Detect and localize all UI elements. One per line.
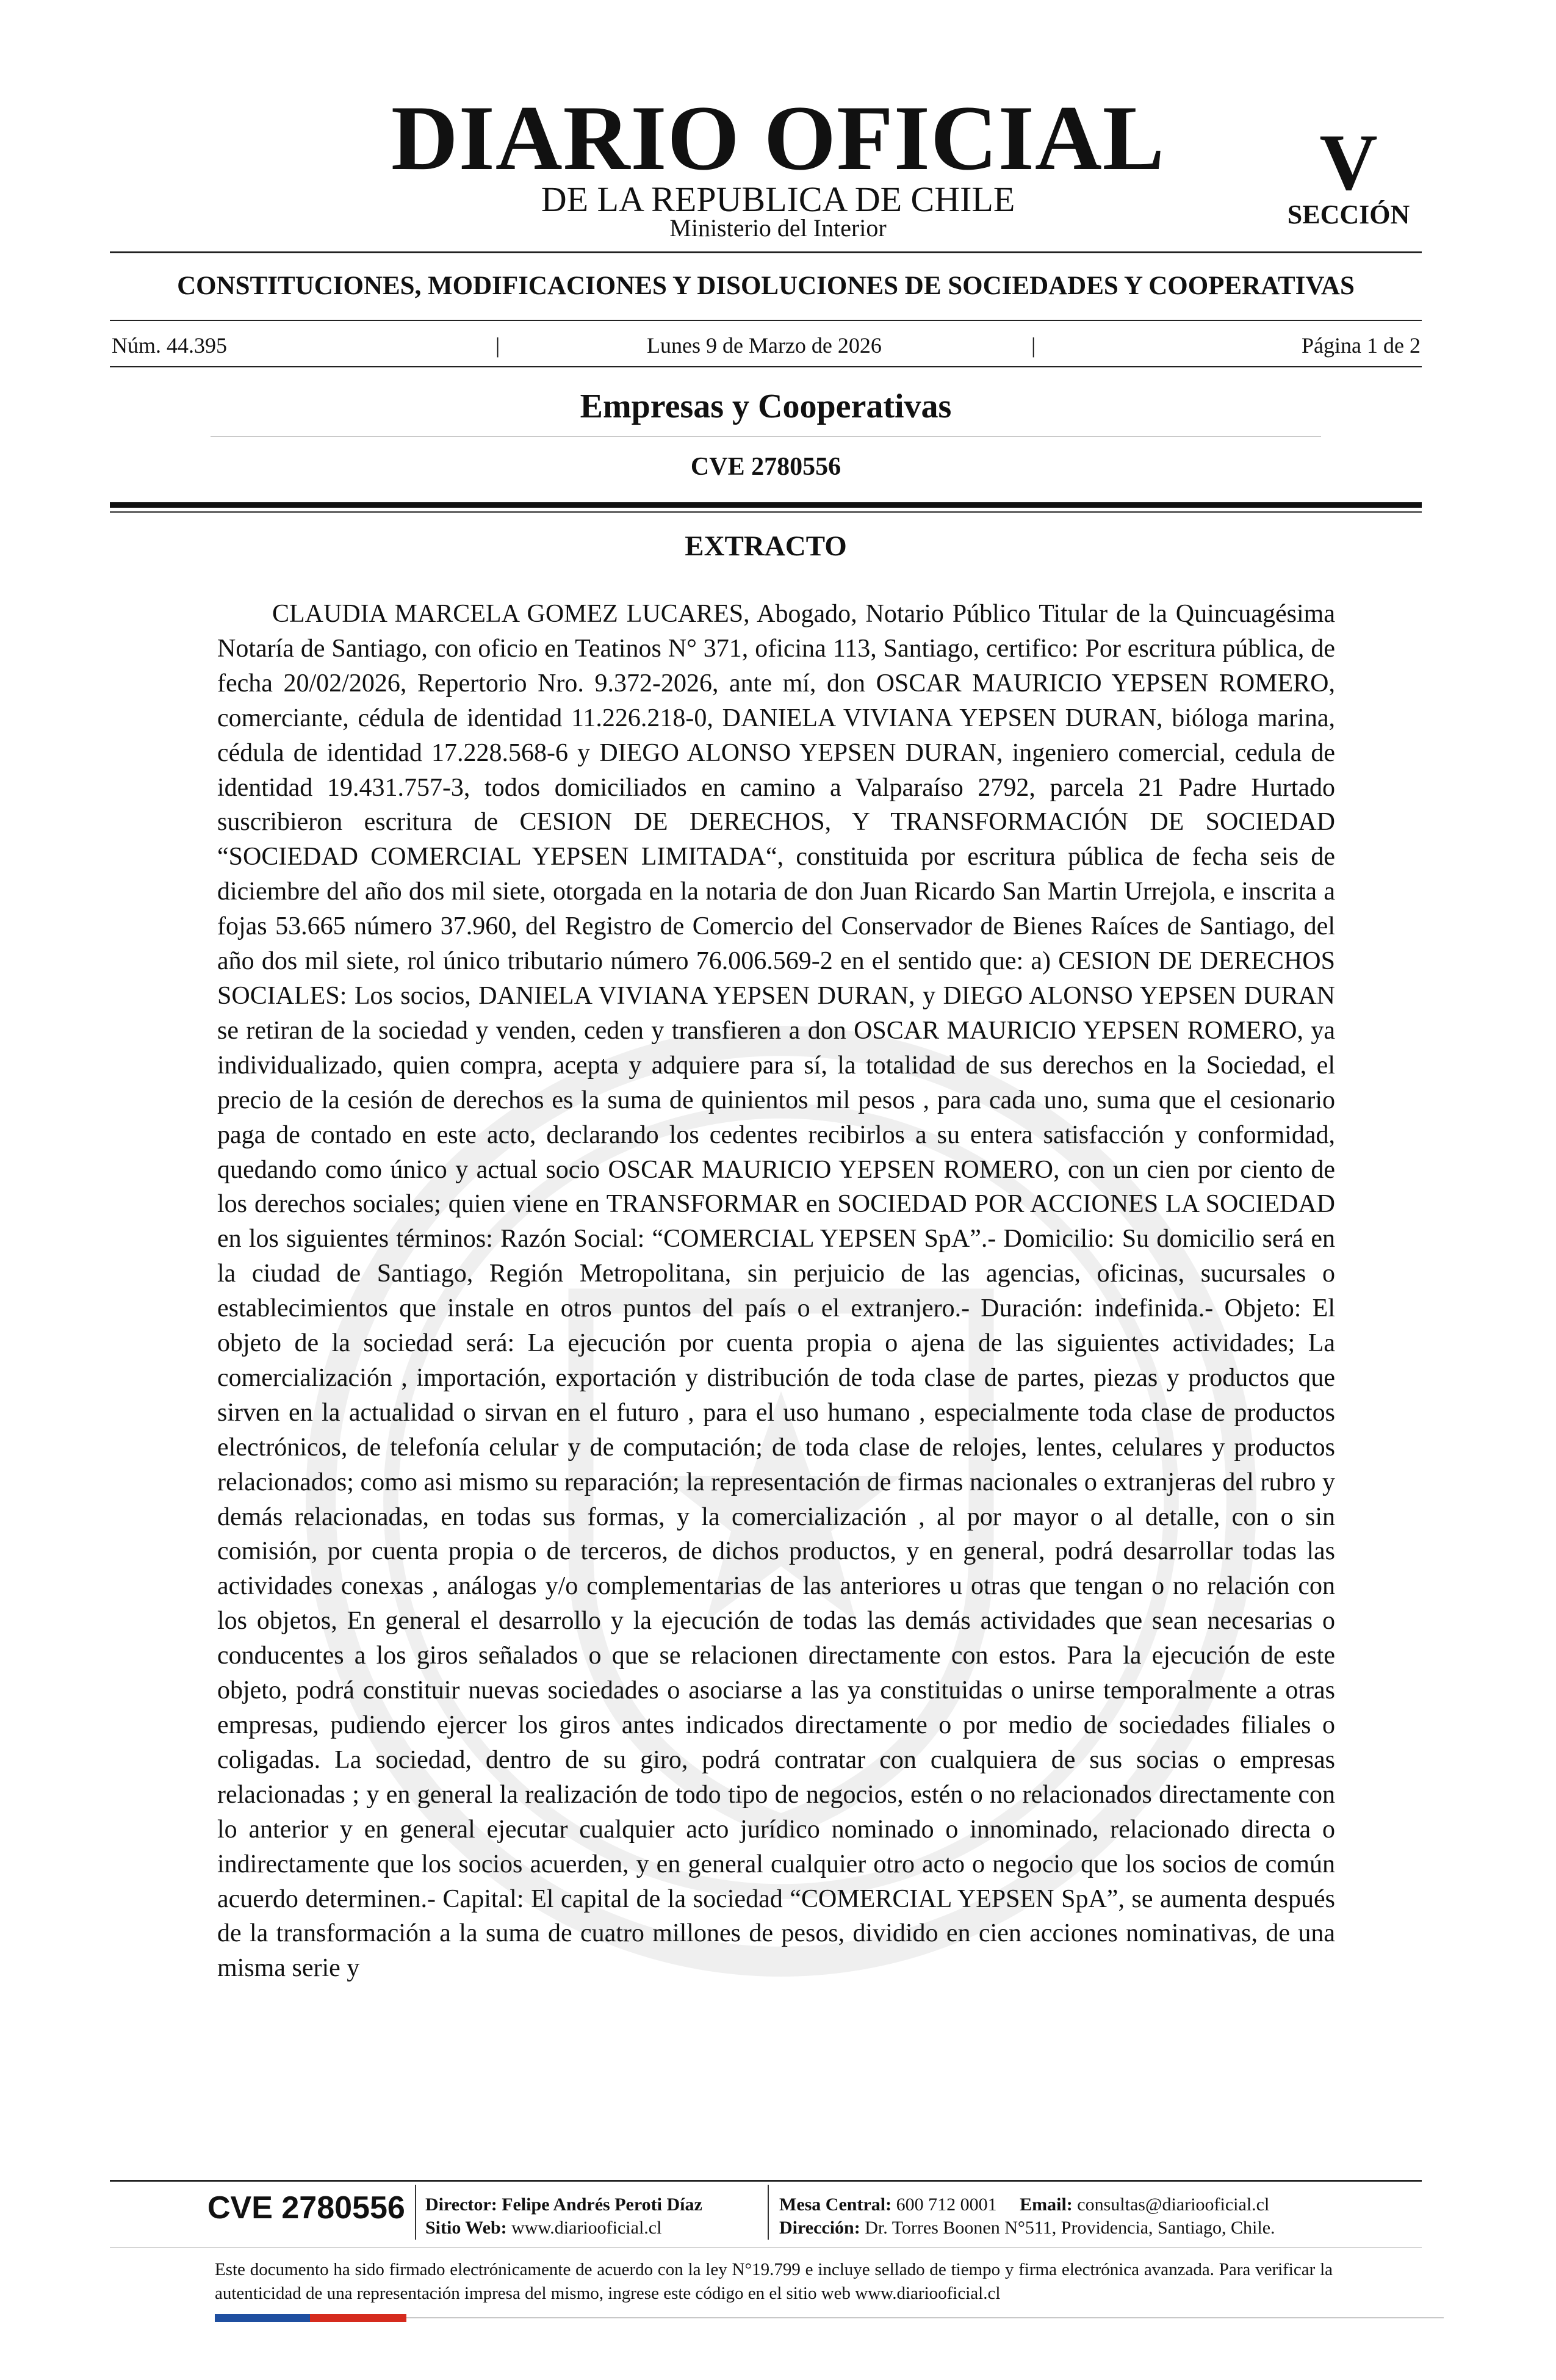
phone-label: Mesa Central:	[779, 2194, 892, 2215]
ministry-name: Ministerio del Interior	[669, 214, 887, 242]
section-letter: V	[1319, 117, 1378, 207]
footer-column-divider	[415, 2185, 416, 2240]
issue-separator: |	[1031, 333, 1036, 358]
address-label: Dirección:	[779, 2218, 860, 2238]
email-link[interactable]: consultas@diariooficial.cl	[1077, 2194, 1270, 2215]
footer-column-divider	[768, 2185, 769, 2240]
heavy-divider	[110, 502, 1422, 508]
issue-line-divider	[110, 366, 1422, 367]
footer-address	[779, 2219, 1275, 2237]
issue-number: Núm. 44.395	[112, 333, 227, 358]
website-link[interactable]: www.diariooficial.cl	[511, 2218, 662, 2238]
director-label: Director:	[425, 2194, 497, 2215]
flag-stripe-blue	[215, 2314, 310, 2322]
document-body: CLAUDIA MARCELA GOMEZ LUCARES, Abogado, Notario Público Titular de la Quincuagésima Notaría de Santiago, con oficio en Teatinos N° 371, oficina 113, Santiago, certifico: Por escritura pública, de fecha 20/02/2026, Repertorio Nro. 9.372-2026, ante mí, don OSCAR MAURICIO YEPSEN ROMERO, comerciante, cédula de identidad 11.226.218-0, DANIELA VIVIANA YEPSEN DURAN, bióloga marina, cédula de identidad 17.228.568-6 y DIEGO ALONSO YEPSEN DURAN, ingeniero comercial, cedula de identidad 19.431.757-3, todos domiciliados en camino a Valparaíso 2792, parcela 21 Padre Hurtado suscribieron escritura de CESION DE DERECHOS, Y TRANSFORMACIÓN DE SOCIEDAD “SOCIEDAD COMERCIAL YEPSEN LIMITADA“, constituida por escritura pública de fecha seis de diciembre del año dos mil siete, otorgada en la notaria de don Juan Ricardo San Martin Urrejola, e inscrita a fojas 53.665 número 37.960, del Registro de Comercio del Conservador de Bienes Raíces de Santiago, del año dos mil siete, rol único tributario número 76.006.569-2 en el sentido que: a) CESION DE DERECHOS SOCIALES: Los socios, DANIELA VIVIANA YEPSEN DURAN, y DIEGO ALONSO YEPSEN DURAN se retiran de la sociedad y venden, ceden y transfieren a don OSCAR MAURICIO YEPSEN ROMERO, ya individualizado, quien compra, acepta y adquiere para sí, la totalidad de sus derechos en la Sociedad, el precio de la cesión de derechos es la suma de quinientos mil pesos , para cada uno, suma que el cesionario paga de contado en este acto, declarando los cedentes recibirlos a su entera satisfacción y conformidad, quedando como único y actual socio OSCAR MAURICIO YEPSEN ROMERO, con un cien por ciento de los derechos sociales; quien viene en TRANSFORMAR en SOCIEDAD POR ACCIONES LA SOCIEDAD en los siguientes términos: Razón Social: “COMERCIAL YEPSEN SpA”.- Domicilio: Su domicilio será en la ciudad de Santiago, Región Metropolitana, sin perjuicio de las agencias, oficinas, sucursales o establecimientos que instale en otros puntos del país o el extranjero.- Duración: indefinida.- Objeto: El objeto de la sociedad será: La ejecución por cuenta propia o ajena de las siguientes actividades; La comercialización , importación, exportación y distribución de toda clase de partes, piezas y productos que sirven en la actualidad o sirvan en el futuro , para el uso humano , especialmente toda clase de productos electrónicos, de telefonía celular y de computación; de toda clase de relojes, lentes, celulares y productos relacionados; como asi mismo su reparación; la representación de firmas nacionales o extranjeras del rubro y demás relacionadas, en todas sus formas, y la comercialización , al por mayor o al detalle, con o sin comisión, por cuenta propia o de terceros, de dichos productos, y en general, podrá desarrollar todas las actividades conexas , análogas y/o complementarias de las anteriores u otras que tengan o no relación con los objetos, En general el desarrollo y la ejecución de todas las demás actividades que sean necesarias o conducentes a los giros señalados o que se relacionen directamente con estos. Para la ejecución de este objeto, podrá constituir nuevas sociedades o asociarse a las ya constituidas o unirse temporalmente a otras empresas, pudiendo ejercer los giros antes indicados directamente o por medio de sociedades filiales o coligadas. La sociedad, dentro de su giro, podrá contratar con cualquiera de sus socias o empresas relacionadas ; y en general la realización de todo tipo de negocios, estén o no relacionados directamente con lo anterior y en general ejecutar cualquier acto jurídico nominado o innominado, relacionado directa o indirectamente que los socios acuerden, y en general cualquier otro acto o negocio que los socios de común acuerdo determinen.- Capital: El capital de la sociedad “COMERCIAL YEPSEN SpA”, se aumenta después de la transformación a la suma de cuatro millones de pesos, dividido en cien acciones nominativas, de una misma serie y	[217, 600, 1335, 1983]
category-heading: Empresas y Cooperativas	[580, 388, 952, 425]
footer-cve-code: CVE 2780556	[207, 2190, 405, 2226]
director-name: Felipe Andrés Peroti Díaz	[502, 2194, 702, 2215]
document-title: EXTRACTO	[685, 530, 847, 562]
issue-date: Lunes 9 de Marzo de 2026	[647, 333, 882, 358]
phone-number: 600 712 0001	[896, 2194, 997, 2215]
footer-legal-note: Este documento ha sido firmado electrónicamente de acuerdo con la ley N°19.799 e incluye sellado de tiempo y firma electrónica avanzada. Para verificar la autenticidad de una representación impresa del mismo, ingrese este código en el sitio web www.diariooficial.cl	[215, 2260, 1333, 2303]
section-heading: CONSTITUCIONES, MODIFICACIONES Y DISOLUCIONES DE SOCIEDADES Y COOPERATIVAS	[177, 272, 1355, 300]
address-text: Dr. Torres Boonen N°511, Providencia, Santiago, Chile.	[865, 2218, 1275, 2238]
email-label: Email:	[1020, 2194, 1073, 2215]
footer-inner-divider	[110, 2247, 1422, 2248]
footer-divider	[110, 2180, 1422, 2182]
newspaper-subtitle: DE LA REPUBLICA DE CHILE	[541, 179, 1015, 219]
issue-separator: |	[495, 333, 500, 358]
footer-contact	[779, 2196, 1269, 2214]
flag-stripe-line	[406, 2317, 1444, 2318]
category-divider	[211, 436, 1321, 437]
section-label: SECCIÓN	[1287, 200, 1410, 229]
section-heading-divider	[110, 320, 1422, 321]
masthead-divider	[110, 251, 1422, 253]
footer-director	[425, 2196, 702, 2214]
footer-website	[425, 2219, 661, 2237]
cve-code: CVE 2780556	[690, 453, 841, 481]
heavy-divider-underline	[110, 511, 1422, 513]
flag-stripe-red	[310, 2314, 406, 2322]
website-label: Sitio Web:	[425, 2218, 507, 2238]
newspaper-title: DIARIO OFICIAL	[391, 87, 1165, 189]
page-indicator: Página 1 de 2	[1302, 333, 1421, 358]
